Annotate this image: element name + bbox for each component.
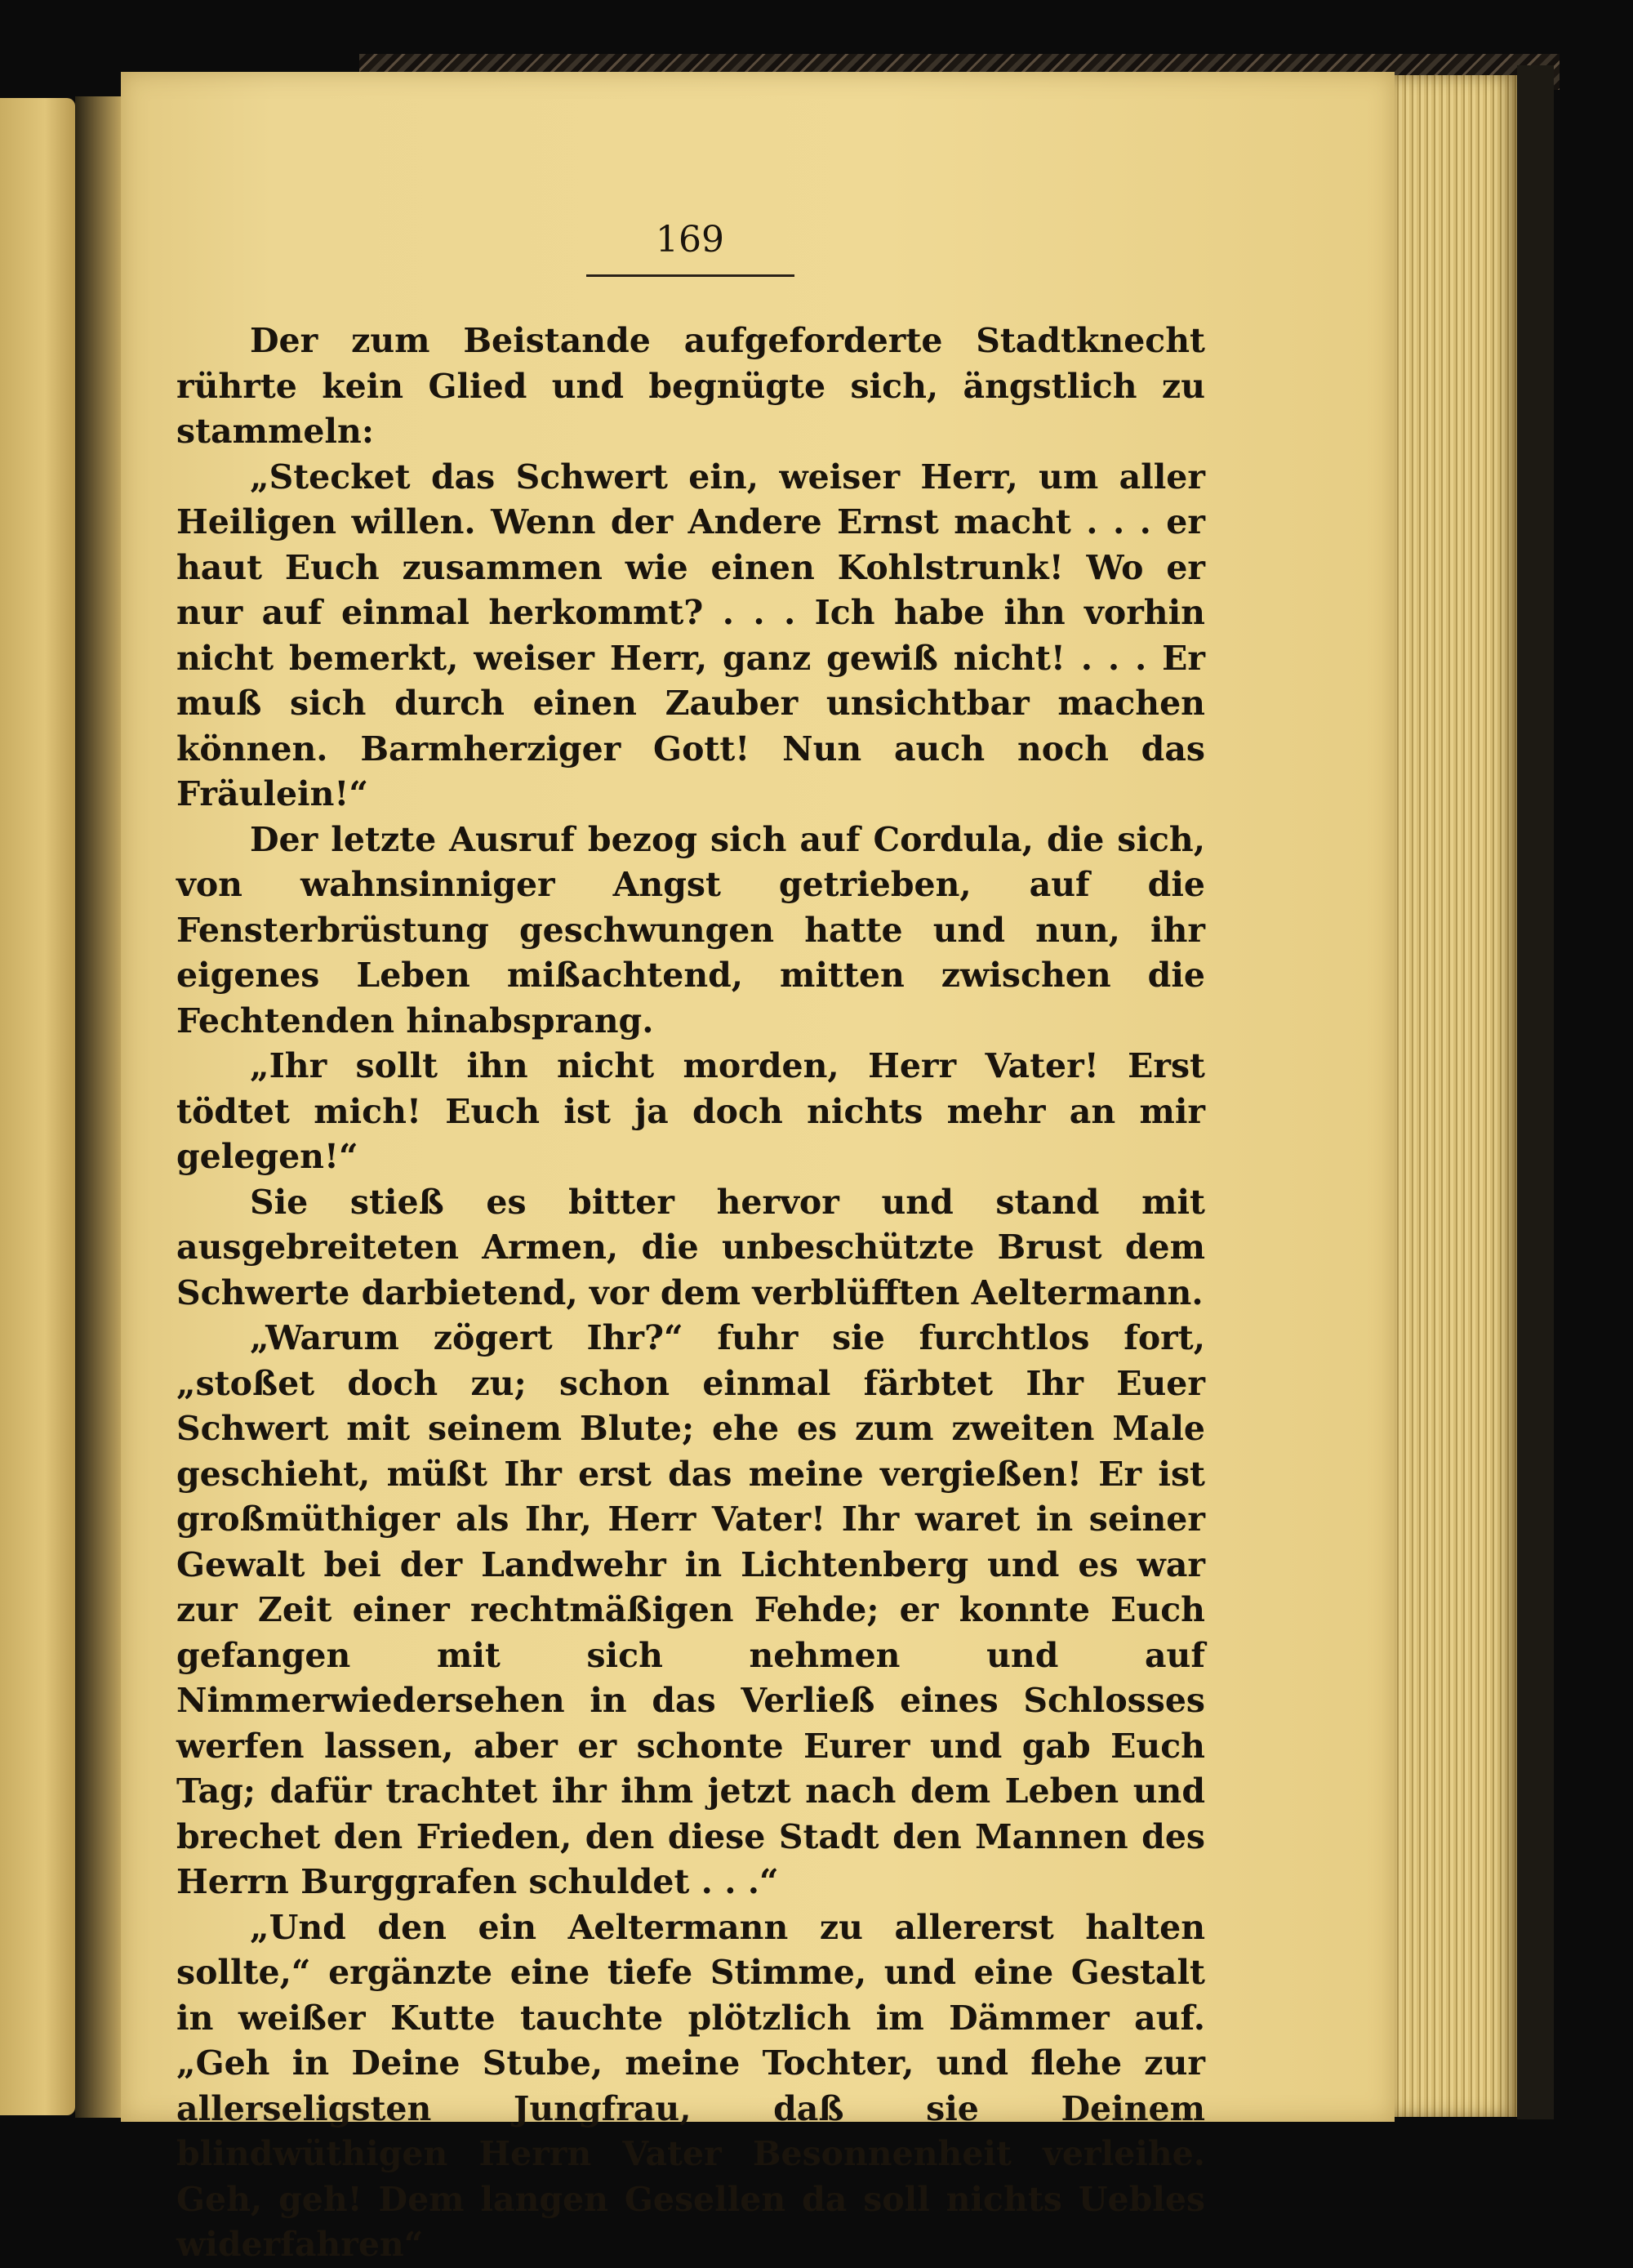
header-rule [586, 274, 794, 277]
paragraph: „Und den ein Aeltermann zu allererst halten sollte,“ ergänzte eine tiefe Stimme, und eine Gestalt in weißer Kutte tauchte plötzlich im Dämmer auf. „Geh in Deine Stube, meine Tochter, und flehe zur allerseligsten Jungfrau, daß sie Deinem blindwüthigen Herrn Vater Besonnenheit verleihe. Geh, geh! Dem langen Gesellen da soll nichts Uebles widerfahren“ [176, 1907, 1205, 2264]
paragraph: Der zum Beistande aufgeforderte Stadtknecht rührte kein Glied und begnügte sich, ängstlich zu stammeln: [176, 321, 1205, 451]
page-number: 169 [656, 219, 724, 261]
paragraph: „Ihr sollt ihn nicht morden, Herr Vater! Erst tödtet mich! Euch ist ja doch nichts mehr an mir gelegen!“ [176, 1046, 1205, 1176]
page-body [176, 319, 1205, 2268]
page-stack-edges [1395, 75, 1517, 2117]
paragraph: Sie stieß es bitter hervor und stand mit ausgebreiteten Armen, die unbeschützte Brust dem Schwerte darbietend, vor dem verblüfften Aeltermann. [176, 1182, 1205, 1312]
paragraph: Der letzte Ausruf bezog sich auf Cordula, die sich, von wahnsinniger Angst getrieben, auf die Fensterbrüstung geschwungen hatte und nun, ihr eigenes Leben mißachtend, mitten zwischen die Fechtenden hinabsprang. [176, 819, 1205, 1040]
paragraph: „Warum zögert Ihr?“ fuhr sie furchtlos fort, „stoßet doch zu; schon einmal färbtet Ihr Euer Schwert mit seinem Blute; ehe es zum zweiten Male geschieht, müßt Ihr erst das meine vergießen! Er ist großmüthiger als Ihr, Herr Vater! Ihr waret in seiner Gewalt bei der Landwehr in Lichtenberg und es war zur Zeit einer rechtmäßigen Fehde; er konnte Euch gefangen mit sich nehmen und auf Nimmerwiedersehen in das Verließ eines Schlosses werfen lassen, aber er schonte Eurer und gab Euch Tag; dafür trachtet ihr ihm jetzt nach dem Leben und brechet den Frieden, den diese Stadt den Mannen des Herrn Burggrafen schuldet . . .“ [176, 1318, 1205, 1901]
book-gutter [75, 96, 124, 2118]
paragraph: „Stecket das Schwert ein, weiser Herr, um aller Heiligen willen. Wenn der Andere Ernst macht . . . er haut Euch zusammen wie einen Kohlstrunk! Wo er nur auf einmal herkommt? . . . Ich habe ihn vorhin nicht bemerkt, weiser Herr, ganz gewiß nicht! . . . Er muß sich durch einen Zauber unsichtbar machen können. Barmherziger Gott! Nun auch noch das Fräulein!“ [176, 457, 1205, 813]
book-cover-edge [1517, 65, 1554, 2119]
previous-page-edge [0, 98, 75, 2115]
